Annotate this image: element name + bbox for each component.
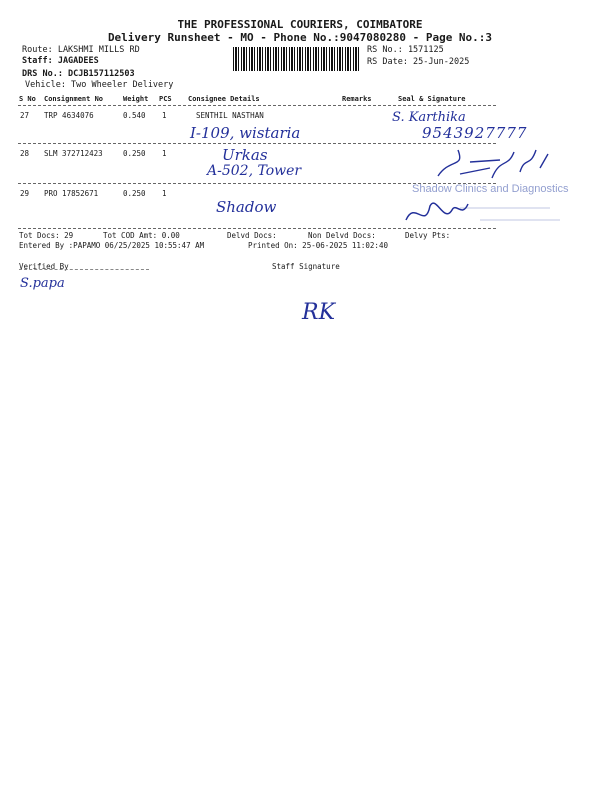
row-weight: 0.250 <box>123 149 146 158</box>
staff-signature: RK <box>302 300 335 325</box>
verified-by-label: Verified By <box>19 262 69 271</box>
handwritten-company: Urkas <box>222 146 268 164</box>
col-seal-signature: Seal & Signature <box>398 95 466 103</box>
route-label: Route: LAKSHMI MILLS RD <box>22 45 140 55</box>
runsheet-subtitle: Delivery Runsheet - MO - Phone No.:9047080280 - Page No.:3 <box>107 31 493 44</box>
drs-number: DRS No.: DCJB157112503 <box>22 69 135 79</box>
delivery-points: Delvy Pts: <box>405 231 451 240</box>
col-consignment: Consignment No <box>44 95 104 103</box>
verified-signature: S.papa <box>20 276 65 291</box>
delivered-docs: Delvd Docs: <box>227 231 277 240</box>
rs-date: RS Date: 25-Jun-2025 <box>367 57 470 67</box>
col-consignee: Consignee Details <box>188 95 260 103</box>
col-weight: Weight <box>123 95 149 103</box>
staff-signature-label: Staff Signature <box>272 262 340 271</box>
row-divider <box>18 143 496 144</box>
printed-on: Printed On: 25-06-2025 11:02:40 <box>248 241 388 250</box>
handwritten-signer-name: S. Karthika <box>392 110 466 125</box>
rs-number: RS No.: 1571125 <box>367 45 444 55</box>
total-docs: Tot Docs: 29 <box>19 231 74 240</box>
signature-scribble <box>430 138 560 188</box>
entered-by: Entered By :PAPAMO 06/25/2025 10:55:47 AM <box>19 241 205 250</box>
row-pcs: 1 <box>162 149 167 158</box>
row-sno: 29 <box>20 189 30 198</box>
handwritten-consignee: Shadow <box>216 198 277 216</box>
handwritten-address: I-109, wistaria <box>190 124 301 142</box>
total-cod-amount: Tot COD Amt: 0.00 <box>103 231 180 240</box>
staff-label: Staff: JAGADEES <box>22 56 99 66</box>
row-divider <box>18 228 496 229</box>
vehicle-label: Vehicle: Two Wheeler Delivery <box>25 80 174 90</box>
handwritten-address: A-502, Tower <box>207 163 302 179</box>
handwritten-phone: 9543927777 <box>422 124 528 142</box>
barcode-image <box>233 47 359 71</box>
col-remarks: Remarks <box>342 95 372 103</box>
row-weight: 0.250 <box>123 189 146 198</box>
row-pcs: 1 <box>162 111 167 120</box>
row-consignment: SLM 372712423 <box>44 149 103 158</box>
non-delivered-docs: Non Delvd Docs: <box>308 231 376 240</box>
row-weight: 0.540 <box>123 111 146 120</box>
company-stamp: Shadow Clinics and Diagnostics <box>412 183 569 195</box>
company-title: THE PROFESSIONAL COURIERS, COIMBATORE <box>177 18 423 31</box>
row-sno: 27 <box>20 111 30 120</box>
row-consignment: TRP 4634076 <box>44 111 94 120</box>
header-divider <box>18 105 496 106</box>
row-sno: 28 <box>20 149 30 158</box>
row-consignment: PRO 17852671 <box>44 189 99 198</box>
col-sno: S No <box>19 95 36 103</box>
col-pcs: PCS <box>159 95 172 103</box>
row-pcs: 1 <box>162 189 167 198</box>
row-consignee: SENTHIL NASTHAN <box>196 111 264 120</box>
verified-by-line <box>19 269 149 270</box>
